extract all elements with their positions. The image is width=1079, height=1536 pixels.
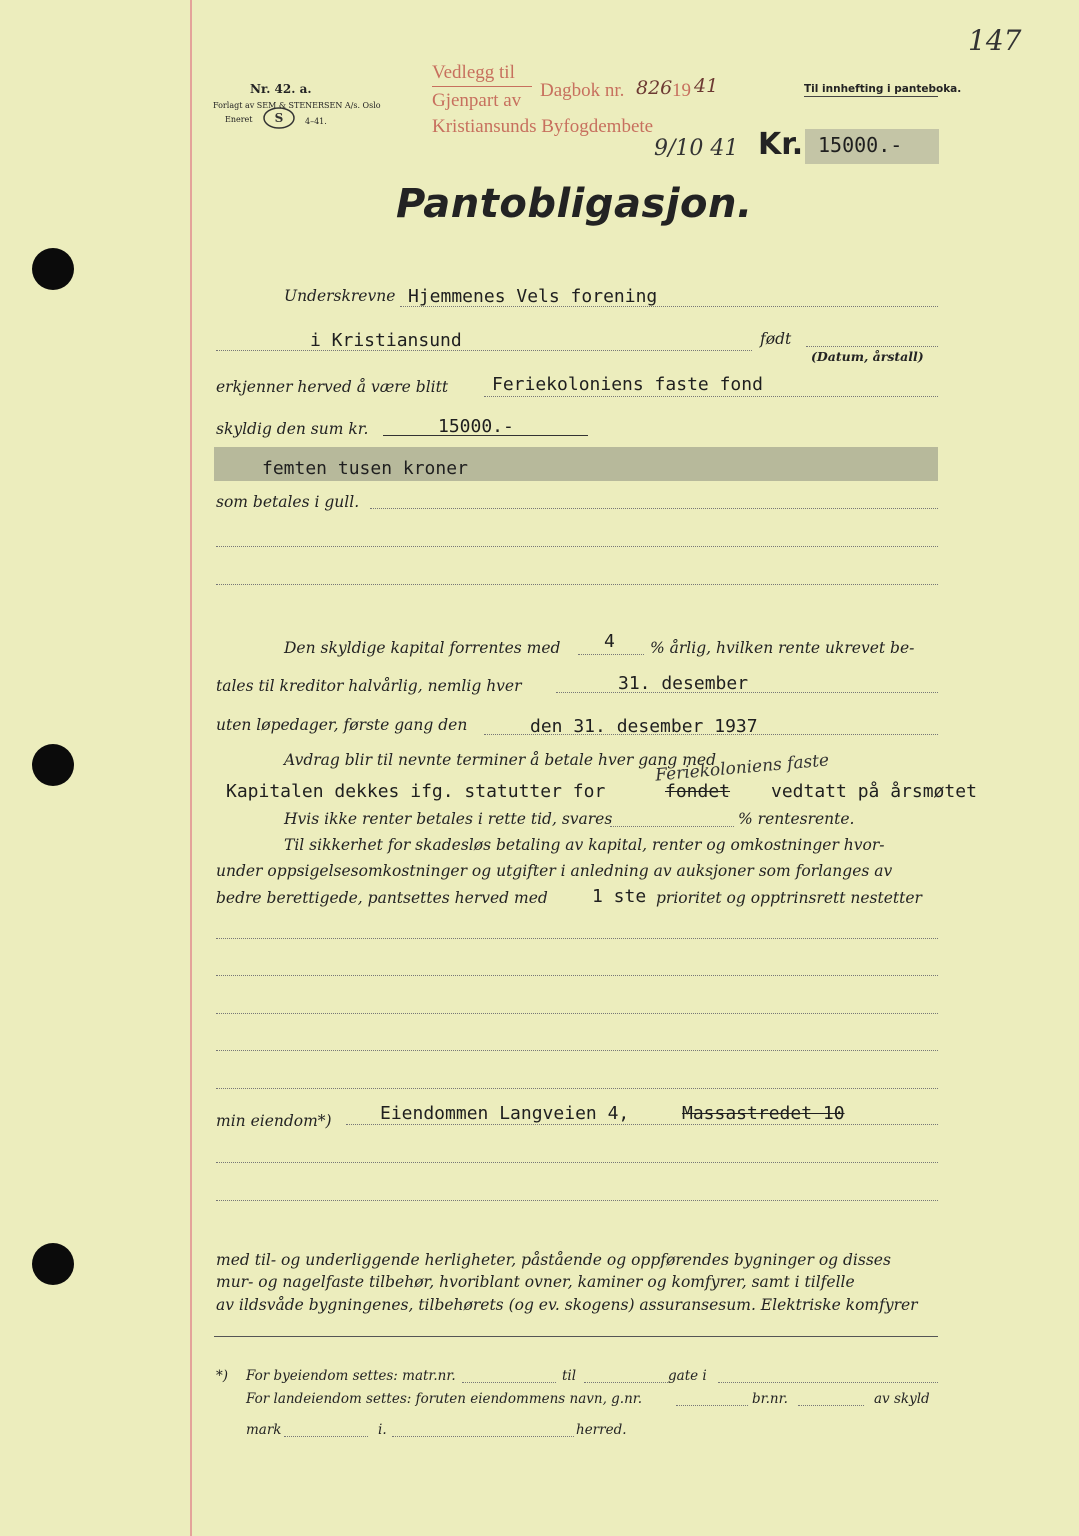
dagbok-number: 826 — [636, 77, 673, 99]
year-suffix: 41 — [694, 75, 719, 97]
security-line-1: Til sikkerhet for skadesløs betaling av kapital, renter og omkostninger hvor- — [284, 836, 885, 854]
penalty-text-b: % rentesrente. — [738, 810, 855, 828]
footnote-1a: For byeiendom settes: matr.nr. — [246, 1368, 456, 1384]
penalty-text-a: Hvis ikke renter betales i rette tid, svares — [284, 810, 613, 828]
publisher-line: Forlagt av SEM & STENERSEN A/s. Oslo — [213, 101, 381, 110]
security-line-3a: bedre berettigede, pantsettes herved med — [216, 889, 548, 907]
priority-value: 1 ste — [592, 886, 647, 907]
interest-rate: 4 — [604, 631, 615, 652]
footnote-2c: av skyld — [874, 1391, 930, 1407]
avdrag-text: Avdrag blir til nevnte terminer å betale hver gang med — [284, 751, 716, 769]
punch-hole-top — [32, 248, 74, 290]
kr-amount: 15000.- — [818, 133, 903, 157]
page-number: 147 — [968, 24, 1022, 57]
rights-line-1: med til- og underliggende herligheter, påstående og oppførendes bygninger og disses — [216, 1251, 891, 1269]
footnote-3b: i. — [378, 1422, 387, 1438]
binding-note: Til innhefting i panteboka. — [804, 83, 962, 95]
footnote-3c: herred. — [576, 1422, 627, 1438]
punch-hole-bottom — [32, 1243, 74, 1285]
document-title: Pantobligasjon. — [396, 181, 753, 227]
year-prefix: 19 — [672, 80, 691, 101]
first-date: den 31. desember 1937 — [530, 716, 758, 737]
handwritten-insert: Feriekoloniens faste — [654, 750, 830, 786]
footnote-star: *) — [216, 1368, 229, 1384]
amount-words: femten tusen kroner — [262, 458, 468, 479]
stamp-underline — [432, 86, 532, 87]
kr-label: Kr. — [758, 127, 804, 162]
footnote-2a: For landeiendom settes: foruten eiendommens navn, g.nr. — [246, 1391, 643, 1407]
footnote-3a: mark — [246, 1422, 282, 1438]
property-strike: Massastredet 10 — [682, 1103, 845, 1124]
punch-hole-middle — [32, 744, 74, 786]
rights-line-2: mur- og nagelfaste tilbehør, hvoriblant ovner, kaminer og komfyrer, samt i tilfelle — [216, 1273, 855, 1291]
date-handwritten: 9/10 41 — [654, 136, 739, 161]
stamp-line-1: Vedlegg til — [432, 62, 515, 83]
publisher-eneret: Eneret — [225, 115, 253, 124]
security-line-3b: prioritet og opptrinsrett nestetter — [656, 889, 922, 907]
publisher-logo — [262, 106, 296, 130]
born-label: født — [760, 330, 792, 348]
security-line-2: under oppsigelsesomkostninger og utgifter i anledning av auksjoner som forlanges av — [216, 862, 893, 880]
footnote-rule — [214, 1336, 938, 1337]
undersigned-label: Underskrevne — [284, 287, 396, 305]
publisher-date: 4–41. — [305, 117, 327, 126]
property-label: min eiendom*) — [216, 1112, 332, 1130]
owed-label: skyldig den sum kr. — [216, 420, 369, 438]
stamp-line-3: Kristiansunds Byfogdembete — [432, 116, 654, 137]
capital-strike: fondet — [665, 781, 731, 802]
interest-date: 31. desember — [618, 673, 749, 694]
interest-text-c: tales til kreditor halvårlig, nemlig hver — [216, 677, 522, 695]
footnote-1c: gate i — [668, 1368, 707, 1384]
property-value: Eiendommen Langveien 4, — [380, 1103, 630, 1124]
gold-label: som betales i gull. — [216, 493, 360, 511]
footnote-2b: br.nr. — [752, 1391, 788, 1407]
capital-text-a: Kapitalen dekkes ifg. statutter for — [226, 781, 606, 802]
rights-line-3: av ildsvåde bygningenes, tilbehørets (og ev. skogens) assuransesum. Elektriske komfyrer — [216, 1296, 918, 1314]
stamp-line-2: Gjenpart av — [432, 90, 522, 111]
svg-text:S: S — [274, 111, 284, 125]
footnote-1b: til — [562, 1368, 577, 1384]
born-hint: (Datum, årstall) — [811, 349, 924, 364]
form-number: Nr. 42. a. — [250, 82, 312, 96]
binding-note-underline — [804, 96, 938, 97]
undersigned-value: Hjemmenes Vels forening — [408, 286, 658, 307]
interest-text-a: Den skyldige kapital forrentes med — [284, 639, 561, 657]
dagbok-label: Dagbok nr. — [540, 80, 625, 101]
creditor-label: erkjenner herved å være blitt — [216, 378, 449, 396]
left-margin-rule — [190, 0, 192, 1536]
creditor-value: Feriekoloniens faste fond — [492, 374, 763, 395]
interest-text-d: uten løpedager, første gang den — [216, 716, 468, 734]
location-value: i Kristiansund — [310, 330, 462, 351]
owed-value: 15000.- — [438, 416, 514, 437]
capital-text-b: vedtatt på årsmøtet — [771, 781, 977, 802]
interest-text-b: % årlig, hvilken rente ukrevet be- — [650, 639, 915, 657]
